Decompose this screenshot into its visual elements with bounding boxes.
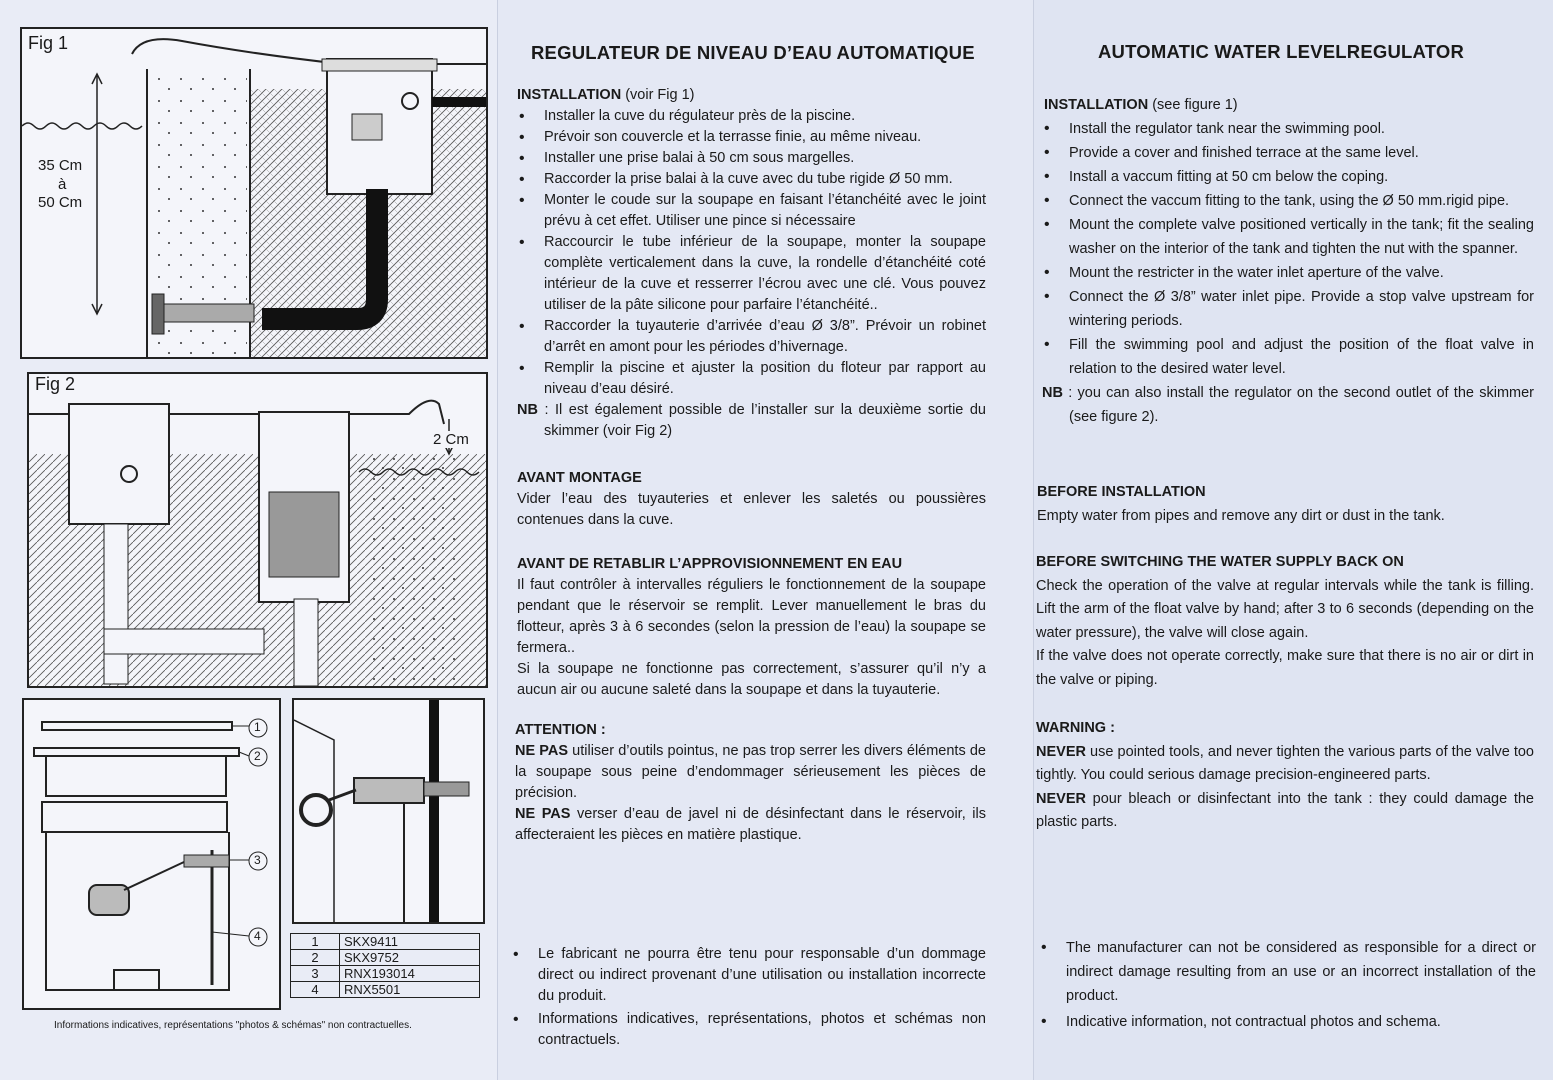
english-nb [1042, 381, 1534, 429]
english-installation-heading: INSTALLATION [1044, 97, 1149, 113]
list-item: • Indicative information, not contractual photos and schema. [1039, 1010, 1536, 1034]
french-installation-ref: (voir Fig 1) [625, 87, 695, 103]
french-attention-1-text: utiliser d’outils pointus, ne pas trop serrer les divers éléments de la soupape sous peine d’endommager sérieusement les pièces de précision. [515, 743, 986, 801]
part-reference: RNX5501 [340, 982, 480, 998]
english-warning-2-text: pour bleach or disinfectant into the tank : they could damage the plastic parts. [1036, 790, 1534, 830]
figure-exploded-drawing [24, 700, 279, 1008]
part-reference: SKX9752 [340, 950, 480, 966]
table-row [291, 934, 480, 950]
part-reference: SKX9411 [340, 934, 480, 950]
list-item: • Remplir la piscine et ajuster la position du floteur par rapport au niveau d’eau désiré. [517, 358, 986, 400]
part-number: 2 [291, 950, 340, 966]
english-warning-2-bold: NEVER [1036, 790, 1086, 807]
english-nb-text: : you can also install the regulator on the second outlet of the skimmer (see figure 2). [1068, 385, 1534, 425]
figure-1 [20, 27, 488, 359]
list-item: • Mount the complete valve positioned vertically in the tank; fit the sealing washer on the interior of the tank and tighten the nut with the spanner. [1042, 213, 1534, 261]
list-item: • Fill the swimming pool and adjust the position of the float valve in relation to the desired water level. [1042, 333, 1534, 381]
figure-valve-detail [292, 698, 485, 924]
figure-2 [27, 372, 488, 688]
english-footer-list [1039, 936, 1536, 1034]
parts-table [290, 933, 480, 998]
list-item: • Install a vaccum fitting at 50 cm below the coping. [1042, 165, 1534, 189]
french-avant-retablir-section [517, 554, 986, 701]
dimension-top: 35 Cm [38, 157, 83, 174]
figure-valve-drawing [294, 700, 483, 922]
english-before-install-section [1037, 480, 1534, 528]
dimension-mid: à [58, 176, 67, 193]
english-title: AUTOMATIC WATER LEVELREGULATOR [1098, 41, 1465, 62]
french-title: REGULATEUR DE NIVEAU D’EAU AUTOMATIQUE [531, 42, 975, 63]
list-item: • Connect the Ø 3/8” water inlet pipe. Provide a stop valve upstream for wintering periods. [1042, 285, 1534, 333]
figures-disclaimer: Informations indicatives, représentations "photos & schémas" non contractuelles. [54, 1020, 412, 1031]
english-warning-1-bold: NEVER [1036, 743, 1086, 760]
callout-1: 1 [254, 720, 261, 734]
dimension-2cm: 2 Cm [433, 431, 469, 448]
english-warning-heading: WARNING : [1036, 720, 1115, 736]
french-installation-list [517, 106, 986, 400]
english-before-switch-text-2: If the valve does not operate correctly, make sure that there is no air or dirt in the valve or piping. [1036, 648, 1534, 688]
figure-1-drawing [22, 29, 486, 357]
french-avant-montage-text: Vider l’eau des tuyauteries et enlever les saletés ou poussières contenues dans la cuve. [517, 491, 986, 528]
list-item: • Monter le coude sur la soupape en faisant l’étanchéité avec le joint prévu à cet effet. Utiliser une pince si nécessaire [517, 190, 986, 232]
french-installation-section [517, 85, 986, 442]
french-avant-montage-section [517, 468, 986, 531]
french-installation-heading: INSTALLATION [517, 87, 622, 103]
english-before-install-heading: BEFORE INSTALLATION [1037, 484, 1206, 500]
list-item: • Prévoir son couvercle et la terrasse finie, au même niveau. [517, 127, 986, 148]
part-number: 3 [291, 966, 340, 982]
french-avant-retablir-heading: AVANT DE RETABLIR L’APPROVISIONNEMENT EN EAU [517, 556, 903, 572]
french-attention-1-bold: NE PAS [515, 743, 569, 759]
english-warning-1-text: use pointed tools, and never tighten the various parts of the valve too tightly. You could serious damage precision-engineered parts. [1036, 743, 1534, 783]
french-panel [497, 0, 1033, 1080]
french-footer-list [511, 944, 986, 1051]
callout-4: 4 [254, 929, 261, 943]
part-number: 1 [291, 934, 340, 950]
french-avant-retablir-text-1: Il faut contrôler à intervalles réguliers le fonctionnement de la soupape pendant que le réservoir se remplit. Lever manuellement le bras du flotteur, après 3 à 6 secondes (selon la pression de l’eau) la soupape se fermera.. [517, 577, 986, 656]
part-reference: RNX193014 [340, 966, 480, 982]
list-item: • Raccorder la tuyauterie d’arrivée d’eau Ø 3/8”. Prévoir un robinet d’arrêt en amont pour les périodes d’hivernage. [517, 316, 986, 358]
table-row [291, 982, 480, 998]
figure-2-drawing [29, 374, 486, 686]
french-attention-2-text: verser d’eau de javel ni de désinfectant dans le réservoir, ils affecteraient les pièces en matière plastique. [515, 806, 986, 843]
french-avant-montage-heading: AVANT MONTAGE [517, 470, 642, 486]
figure-2-label: Fig 2 [35, 374, 76, 394]
dimension-bottom: 50 Cm [38, 194, 83, 211]
english-warning-section [1036, 717, 1534, 835]
english-before-switch-text-1: Check the operation of the valve at regular intervals while the tank is filling. Lift the arm of the float valve by hand; after 3 to 6 seconds (depending on the water pressure), the valve will close again. [1036, 577, 1534, 641]
english-installation-ref: (see figure 1) [1152, 97, 1238, 113]
figure-exploded-tank [22, 698, 281, 1010]
list-item: • Informations indicatives, représentations, photos et schémas non contractuels. [511, 1009, 986, 1051]
table-row [291, 966, 480, 982]
french-attention-heading: ATTENTION : [515, 722, 606, 738]
list-item: • Connect the vaccum fitting to the tank, using the Ø 50 mm.rigid pipe. [1042, 189, 1534, 213]
figure-1-label: Fig 1 [28, 33, 69, 53]
english-before-install-text: Empty water from pipes and remove any dirt or dust in the tank. [1037, 508, 1445, 524]
french-nb [517, 400, 986, 442]
english-before-switch-heading: BEFORE SWITCHING THE WATER SUPPLY BACK ON [1036, 554, 1404, 570]
english-panel [1033, 0, 1553, 1080]
french-avant-retablir-text-2: Si la soupape ne fonctionne pas correctement, s’assurer qu’il n’y a aucun air ou aucune saleté dans la soupape et dans la tuyauterie. [517, 661, 986, 698]
french-footer-section [511, 944, 986, 1051]
list-item: • Install the regulator tank near the swimming pool. [1042, 117, 1534, 141]
figures-panel [0, 0, 497, 1080]
list-item: • Le fabricant ne pourra être tenu pour responsable d’un dommage direct ou indirect provenant d’une utilisation ou installation incorrecte du produit. [511, 944, 986, 1007]
french-nb-label: NB [517, 402, 538, 418]
french-attention-section [515, 720, 986, 846]
english-installation-section [1042, 93, 1534, 429]
english-before-switch-section [1036, 551, 1534, 692]
part-number: 4 [291, 982, 340, 998]
english-nb-label: NB [1042, 385, 1063, 401]
list-item: • Installer la cuve du régulateur près de la piscine. [517, 106, 986, 127]
list-item: • Raccorder la prise balai à la cuve avec du tube rigide Ø 50 mm. [517, 169, 986, 190]
list-item: • Raccourcir le tube inférieur de la soupape, monter la soupape complète verticalement dans la cuve, la rondelle d’étanchéité coté intérieur de la cuve et resserrer l’écrou avec une clé. Vous pouvez utiliser de la pâte silicone pour parfaire l’étanchéité.. [517, 232, 986, 316]
english-footer-section [1039, 936, 1536, 1034]
callout-3: 3 [254, 853, 261, 867]
list-item: • Installer une prise balai à 50 cm sous margelles. [517, 148, 986, 169]
french-attention-2-bold: NE PAS [515, 806, 571, 822]
table-row [291, 950, 480, 966]
french-nb-text: : Il est également possible de l’installer sur la deuxième sortie du skimmer (voir Fig 2) [544, 402, 986, 439]
callout-2: 2 [254, 749, 261, 763]
list-item: • Mount the restricter in the water inlet aperture of the valve. [1042, 261, 1534, 285]
list-item: • The manufacturer can not be considered as responsible for a direct or indirect damage resulting from an use or an incorrect installation of the product. [1039, 936, 1536, 1008]
list-item: • Provide a cover and finished terrace at the same level. [1042, 141, 1534, 165]
english-installation-list [1042, 117, 1534, 381]
